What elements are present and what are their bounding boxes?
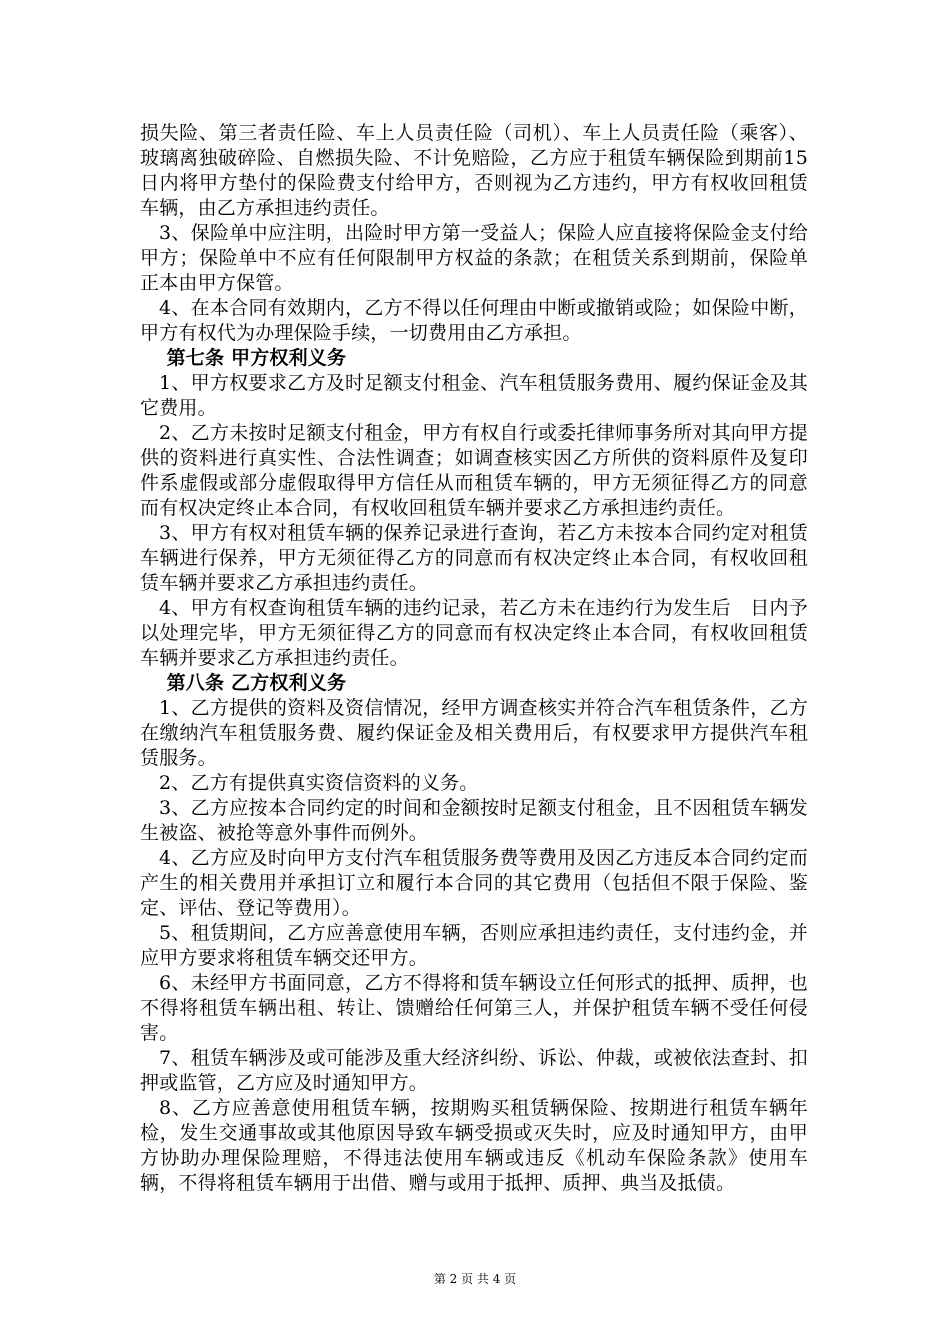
paragraph: 损失险、第三者责任险、车上人员责任险（司机）、车上人员责任险（乘客）、玻璃离独破碎险、自燃损失险、不计免赔险，乙方应于租赁车辆保险到期前15日内将甲方垫付的保险费支付给甲方，否则视为乙方违约，甲方有权收回租赁车辆，由乙方承担违约责任。 bbox=[140, 122, 808, 219]
paragraph: 5、租赁期间，乙方应善意使用车辆，否则应承担违约责任，支付违约金，并应甲方要求将租赁车辆交还甲方。 bbox=[140, 922, 808, 969]
paragraph: 7、租赁车辆涉及或可能涉及重大经济纠纷、诉讼、仲裁，或被依法查封、扣押或监管，乙方应及时通知甲方。 bbox=[140, 1047, 808, 1094]
page-footer: 第 2 页 共 4 页 bbox=[433, 1272, 517, 1286]
paragraph: 8、乙方应善意使用租赁车辆，按期购买租赁辆保险、按期进行租赁车辆年检，发生交通事故或其他原因导致车辆受损或灭失时，应及时通知甲方，由甲方协助办理保险理赔，不得违法使用车辆或违反《机动车保险条款》使用车辆，不得将租赁车辆用于出借、赠与或用于抵押、质押、典当及抵债。 bbox=[140, 1097, 808, 1194]
paragraph: 1、甲方权要求乙方及时足额支付租金、汽车租赁服务费用、履约保证金及其它费用。 bbox=[140, 372, 808, 419]
paragraph: 4、甲方有权查询租赁车辆的违约记录，若乙方未在违约行为发生后 日内予以处理完毕，甲方无须征得乙方的同意而有权决定终止本合同，有权收回租赁车辆并要求乙方承担违约责任。 bbox=[140, 597, 808, 669]
paragraph: 6、未经甲方书面同意，乙方不得将和赁车辆设立任何形式的抵押、质押，也不得将租赁车辆出租、转让、馈赠给任何第三人，并保护租赁车辆不受任何侵害。 bbox=[140, 972, 808, 1044]
paragraph: 1、乙方提供的资料及资信情况，经甲方调查核实并符合汽车租赁条件，乙方在缴纳汽车租赁服务费、履约保证金及相关费用后，有权要求甲方提供汽车租赁服务。 bbox=[140, 697, 808, 769]
document-body bbox=[140, 121, 808, 1196]
paragraph: 3、保险单中应注明，出险时甲方第一受益人；保险人应直接将保险金支付给甲方；保险单中不应有任何限制甲方权益的条款；在租赁关系到期前，保险单正本由甲方保管。 bbox=[140, 222, 808, 294]
paragraph: 3、甲方有权对租赁车辆的保养记录进行查询，若乙方未按本合同约定对租赁车辆进行保养，甲方无须征得乙方的同意而有权决定终止本合同，有权收回租赁车辆并要求乙方承担违约责任。 bbox=[140, 522, 808, 594]
article-heading: 第七条 甲方权利义务 bbox=[166, 347, 347, 369]
paragraph: 3、乙方应按本合同约定的时间和金额按时足额支付租金，且不因租赁车辆发生被盗、被抢等意外事件而例外。 bbox=[140, 797, 808, 844]
paragraph: 4、乙方应及时向甲方支付汽车租赁服务费等费用及因乙方违反本合同约定而产生的相关费用并承担订立和履行本合同的其它费用（包括但不限于保险、鉴定、评估、登记等费用）。 bbox=[140, 847, 808, 919]
paragraph: 2、乙方有提供真实资信资料的义务。 bbox=[159, 772, 479, 794]
paragraph: 2、乙方未按时足额支付租金，甲方有权自行或委托律师事务所对其向甲方提供的资料进行真实性、合法性调查；如调查核实因乙方所供的资料原件及复印件系虚假或部分虚假取得甲方信任从而租赁车辆的，甲方无须征得乙方的同意而有权决定终止本合同，有权收回租赁车辆并要求乙方承担违约责任。 bbox=[140, 422, 808, 519]
paragraph: 4、在本合同有效期内，乙方不得以任何理由中断或撤销或险；如保险中断，甲方有权代为办理保险手续，一切费用由乙方承担。 bbox=[140, 297, 808, 344]
article-heading: 第八条 乙方权利义务 bbox=[166, 672, 347, 694]
